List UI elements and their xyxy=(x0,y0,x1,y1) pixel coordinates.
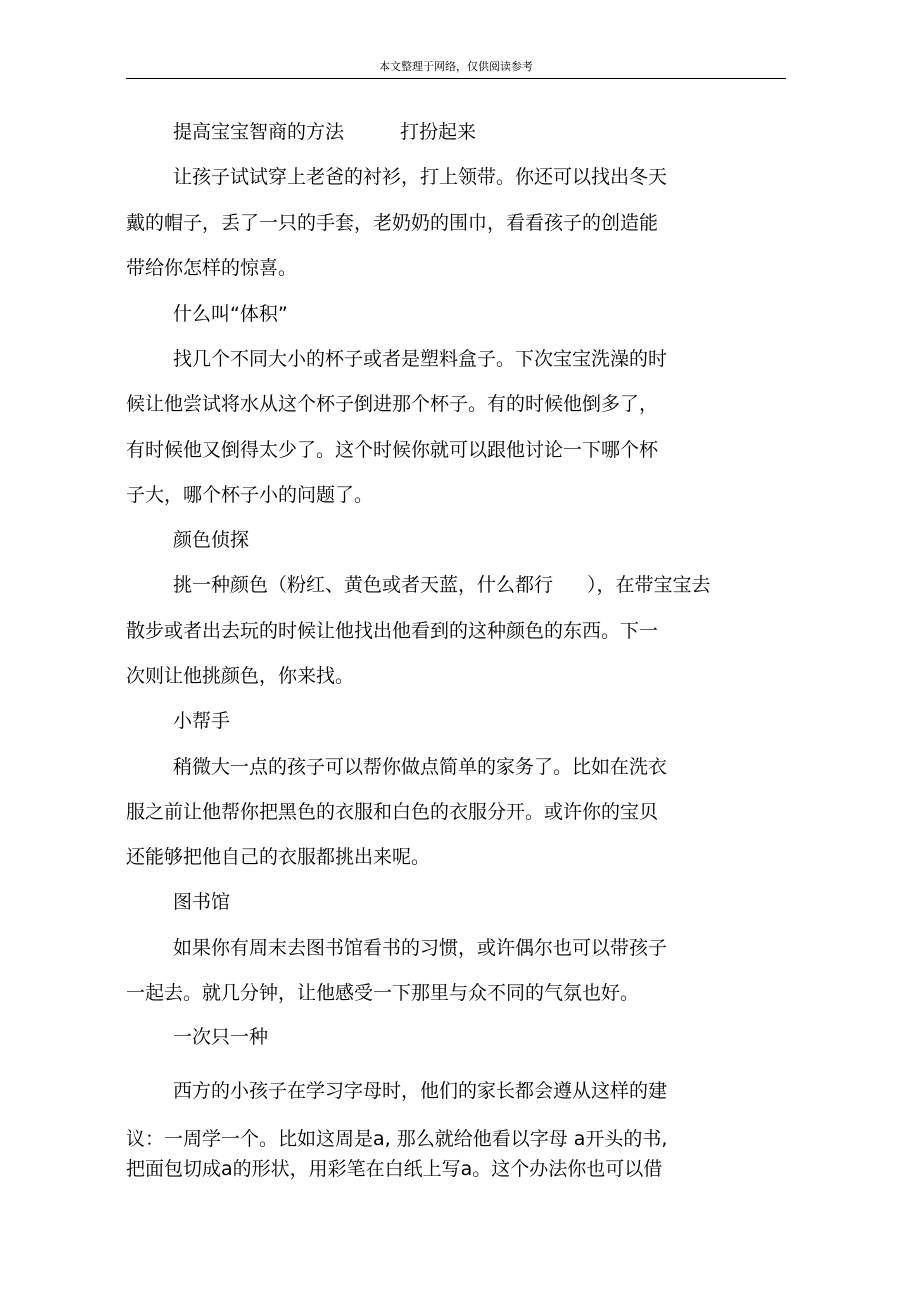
line-part: 挑一种颜色（粉红、黄色或者天蓝，什么都行 xyxy=(173,574,554,596)
section-title: 小帮手 xyxy=(173,710,231,732)
paragraph-line: 西方的小孩子在学习字母时，他们的家长都会遵从这样的建 xyxy=(173,1080,668,1102)
paragraph-line: 散步或者出去玩的时候让他找出他看到的这种颜色的东西。下一 xyxy=(126,620,659,642)
paragraph-line: 一起去。就几分钟，让他感受一下那里与众不同的气氛也好。 xyxy=(126,982,640,1004)
paragraph-line: 找几个不同大小的杯子或者是塑料盒子。下次宝宝洗澡的时 xyxy=(173,348,668,370)
section-title: 什么叫“体积” xyxy=(173,303,288,325)
header-rule xyxy=(126,78,786,79)
page-header: 本文整理于网络，仅供阅读参考 xyxy=(379,60,533,73)
paragraph-line: 子大，哪个杯子小的问题了。 xyxy=(126,484,374,506)
paragraph-line: 稍微大一点的孩子可以帮你做点简单的家务了。比如在洗衣 xyxy=(173,756,668,778)
paragraph-line: 还能够把他自己的衣服都挑出来呢。 xyxy=(126,846,431,868)
section-title: 图书馆 xyxy=(173,891,231,913)
paragraph-line: 有时候他又倒得太少了。这个时候你就可以跟他讨论一下哪个杯 xyxy=(126,439,659,461)
paragraph-line: 戴的帽子，丢了一只的手套，老奶奶的围巾，看看孩子的创造能 xyxy=(126,212,659,234)
paragraph-line: 如果你有周末去图书馆看书的习惯，或许偶尔也可以带孩子 xyxy=(173,937,668,959)
paragraph-line xyxy=(173,573,711,597)
paragraph-line: 带给你怎样的惊喜。 xyxy=(126,257,298,279)
section-title: 颜色侦探 xyxy=(173,529,250,551)
paragraph-line: 候让他尝试将水从这个杯子倒进那个杯子。有的时候他倒多了， xyxy=(126,393,659,415)
paragraph-line: 议：一周学一个。比如这周是a, 那么就给他看以字母 a开头的书, xyxy=(126,1128,668,1150)
paragraph-line: 把面包切成a的形状，用彩笔在白纸上写a。这个办法你也可以借 xyxy=(126,1158,663,1180)
heading-line xyxy=(173,120,476,144)
section-title: 一次只一种 xyxy=(173,1026,269,1048)
line-part: ），在带宝宝去 xyxy=(587,574,711,596)
paragraph-line: 次则让他挑颜色，你来找。 xyxy=(126,665,355,687)
doc-title: 提高宝宝智商的方法 xyxy=(173,121,345,143)
paragraph-line: 让孩子试试穿上老爸的衬衫，打上领带。你还可以找出冬天 xyxy=(173,166,668,188)
section-title: 打扮起来 xyxy=(400,121,477,143)
paragraph-line: 服之前让他帮你把黑色的衣服和白色的衣服分开。或许你的宝贝 xyxy=(126,801,659,823)
